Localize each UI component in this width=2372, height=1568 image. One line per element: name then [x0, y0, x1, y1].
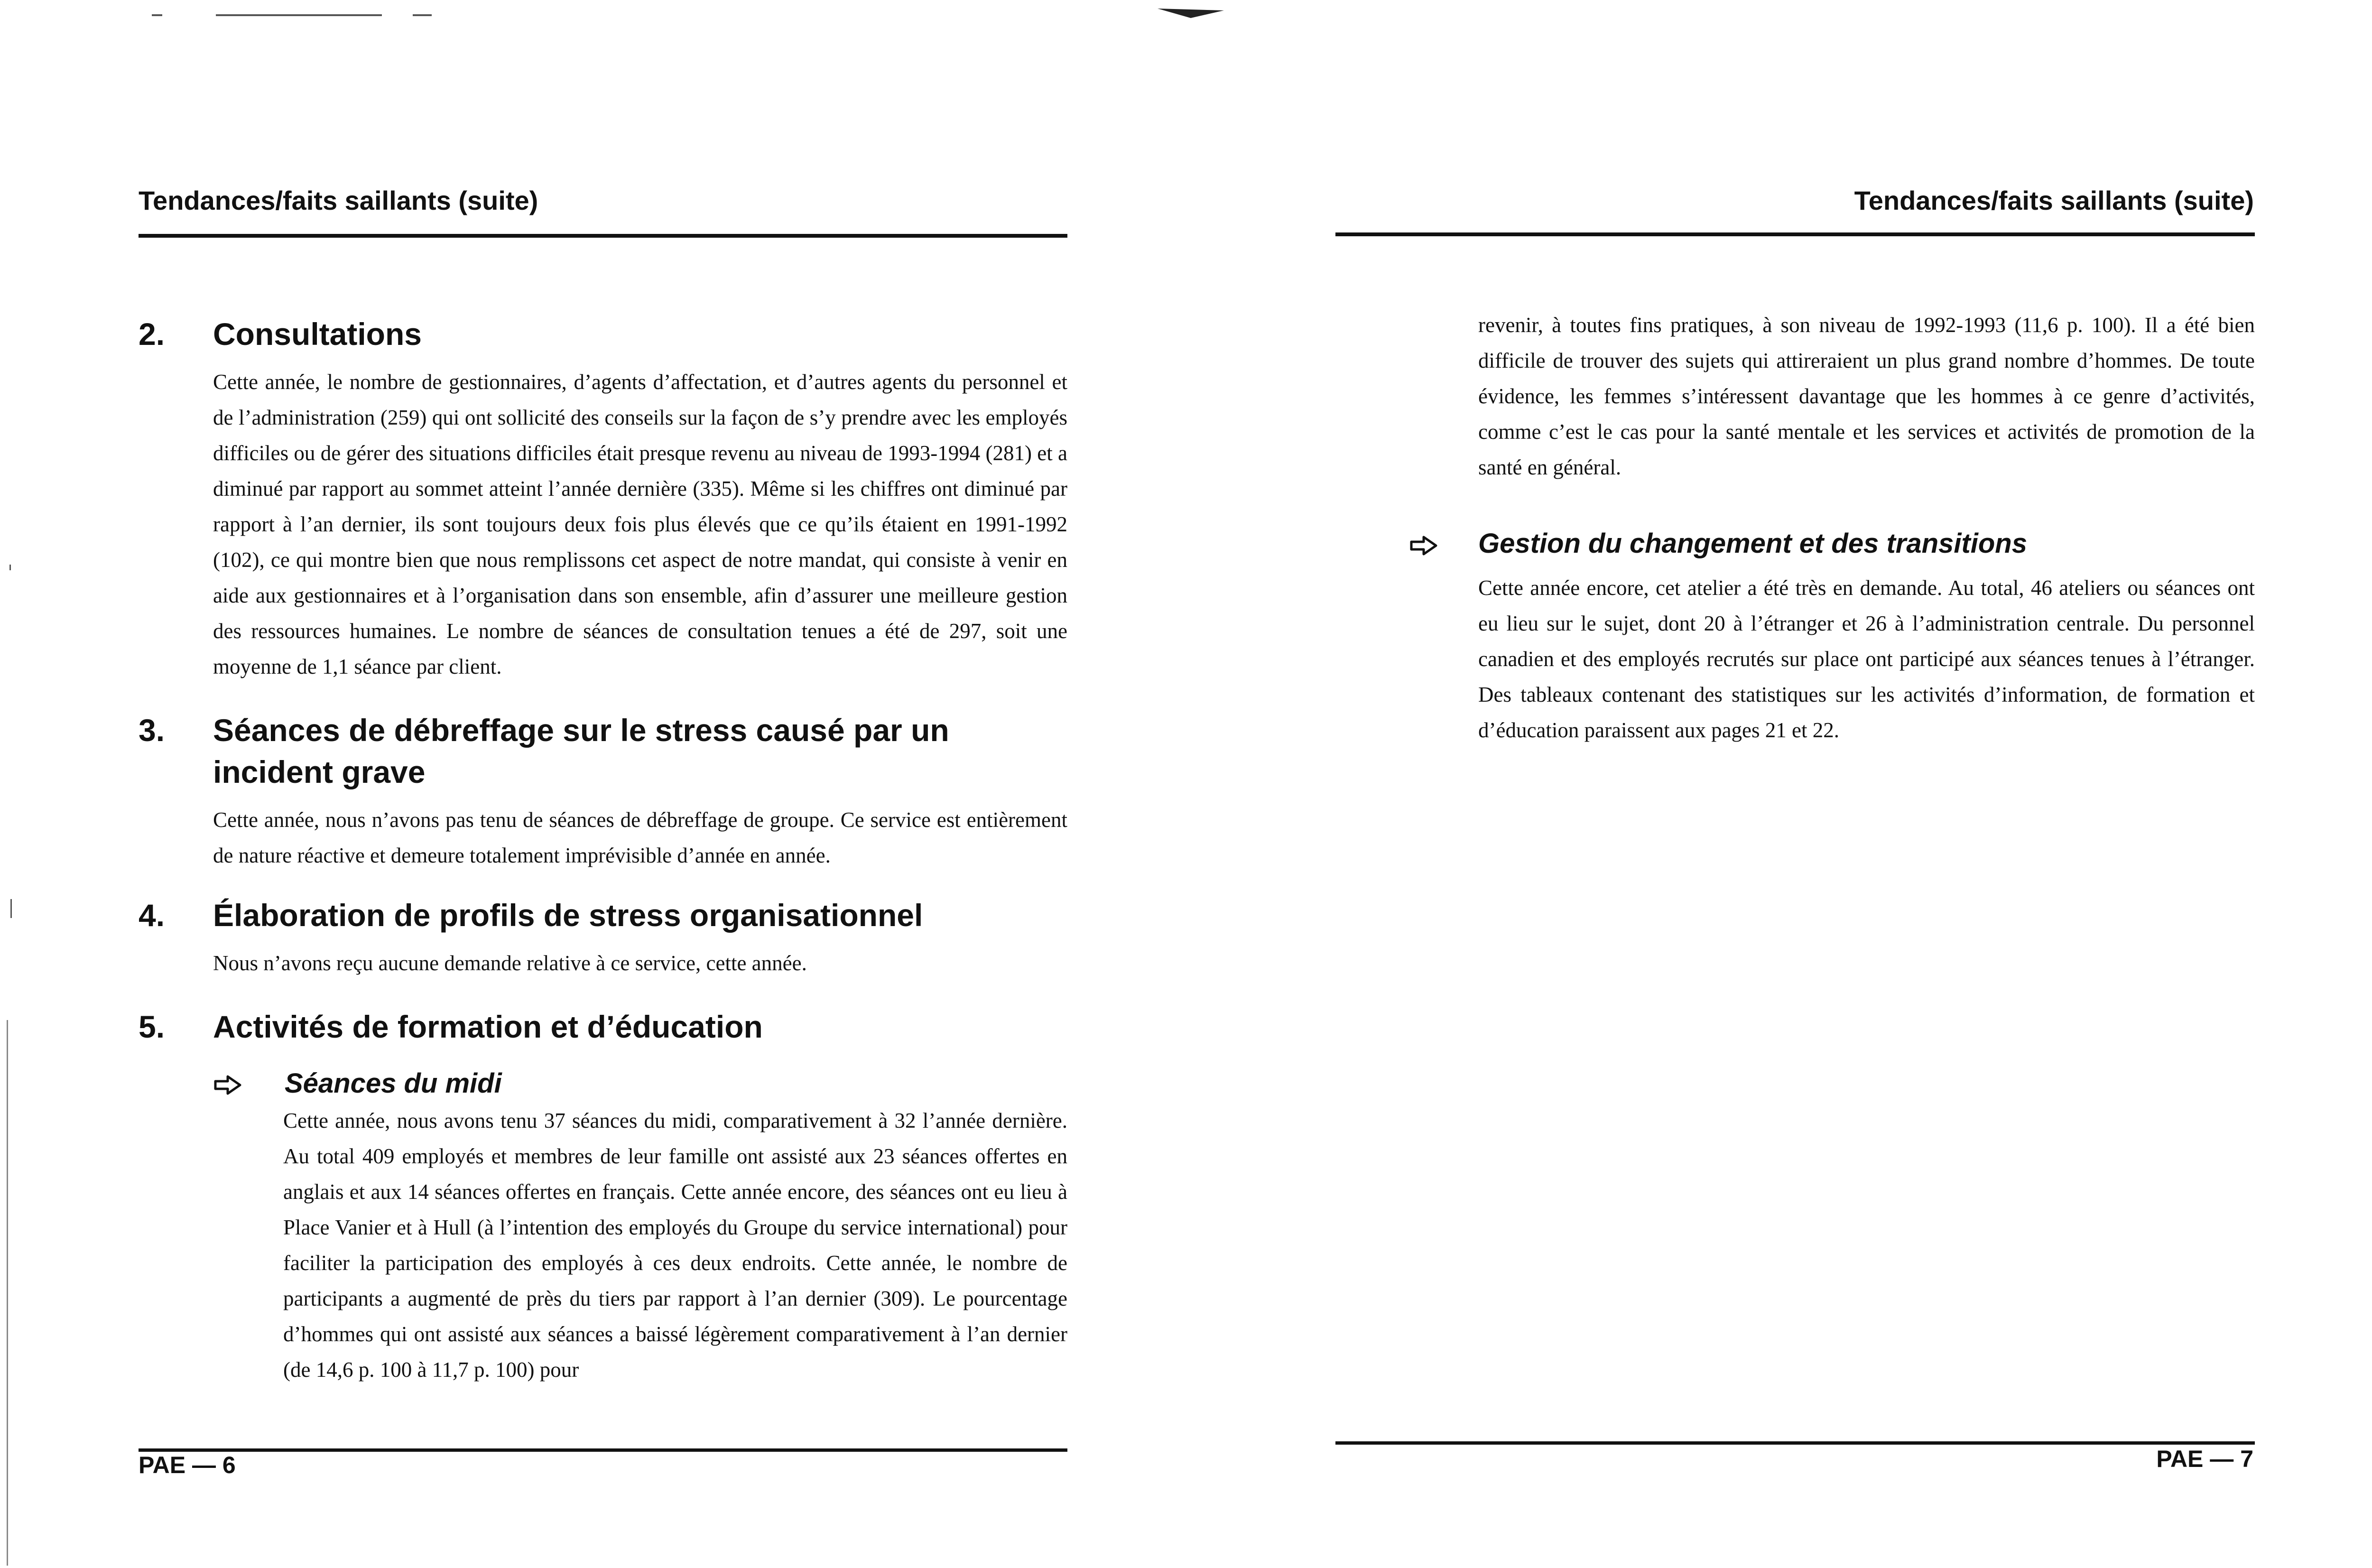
section-title: Consultations	[213, 316, 422, 352]
subsection-body: Cette année encore, cet atelier a été très en demande. Au total, 46 ateliers ou séances ont eu lieu sur le sujet, dont 20 à l’étranger et 26 à l’administration centrale. Du personnel canadien et des employés recrutés sur place ont participé aux séances tenues à l’étranger. Des tableaux contenant des statistiques sur les activités d’information, de formation et d’éducation paraissent aux pages 21 et 22.	[1478, 576, 2255, 742]
pointing-arrow-icon	[1409, 535, 1438, 556]
subsection-title: Séances du midi	[285, 1068, 502, 1099]
header-rule	[139, 234, 1067, 238]
footer-rule	[1335, 1441, 2255, 1445]
section-number: 4.	[139, 898, 165, 933]
running-head: Tendances/faits saillants (suite)	[139, 186, 538, 215]
continuation-paragraph: revenir, à toutes fins pratiques, à son niveau de 1992-1993 (11,6 p. 100). Il a été bien difficile de trouver des sujets qui attireraient un plus grand nombre d’hommes. De toute évidence, les femmes s’intéressent davantage que les hommes à ce genre d’activités, comme c’est le cas pour la santé mentale et les services et activités de promotion de la santé en général.	[1478, 313, 2255, 479]
page-number: PAE — 6	[139, 1452, 236, 1478]
section-consultations	[139, 313, 1067, 685]
subsection-body: Cette année, nous avons tenu 37 séances du midi, comparativement à 32 l’année dernière. Au total 409 employés et membres de leur famille ont assisté aux 23 séances offertes en anglais et aux 14 séances offertes en français. Cette année encore, des séances ont eu lieu à Place Vanier et à Hull (à l’intention des employés du Groupe du service international) pour faciliter la participation des employés à ces deux endroits. Cette année, le nombre de participants a augmenté de près du tiers par rapport à l’an dernier (309). Le pourcentage d’hommes qui ont assisté aux séances a baissé légèrement comparativement à l’an dernier (de 14,6 p. 100 à 11,7 p. 100) pour	[283, 1109, 1067, 1382]
page-number: PAE — 7	[2156, 1446, 2253, 1472]
section-title: Activités de formation et d’éducation	[213, 1009, 763, 1044]
section-number: 2.	[139, 316, 165, 352]
section-title: Séances de débreffage sur le stress causé par un incident grave	[213, 713, 949, 789]
section-profils-stress	[139, 894, 1067, 981]
subsection-title: Gestion du changement et des transitions	[1478, 528, 2027, 559]
right-page	[1201, 0, 2372, 1568]
pointing-arrow-icon	[213, 1075, 242, 1095]
section-debreffage	[139, 709, 1067, 873]
footer-rule	[139, 1448, 1067, 1452]
section-body: Cette année, nous n’avons pas tenu de séances de débreffage de groupe. Ce service est entièrement de nature réactive et demeure totalement imprévisible d’année en année.	[213, 808, 1067, 867]
section-title: Élaboration de profils de stress organisationnel	[213, 898, 923, 933]
section-formation	[139, 1006, 1067, 1048]
header-rule	[1335, 232, 2255, 236]
section-body: Cette année, le nombre de gestionnaires, d’agents d’affectation, et d’autres agents du personnel et de l’administration (259) qui ont sollicité des conseils sur la façon de s’y prendre avec les employés difficiles ou de gérer des situations difficiles était presque revenu au niveau de 1993-1994 (281) et a diminué par rapport au sommet atteint l’année dernière (335). Même si les chiffres ont diminué par rapport à l’an dernier, ils sont toujours deux fois plus élevés que ce qu’ils étaient en 1991-1992 (102), ce qui montre bien que nous remplissons cet aspect de notre mandat, qui consiste à venir en aide aux gestionnaires et à l’organisation dans son ensemble, afin d’assurer une meilleure gestion des ressources humaines. Le nombre de séances de consultation tenues a été de 297, soit une moyenne de 1,1 séance par client.	[213, 370, 1067, 678]
section-body: Nous n’avons reçu aucune demande relative à ce service, cette année.	[213, 951, 807, 975]
section-number: 5.	[139, 1009, 165, 1044]
section-number: 3.	[139, 713, 165, 748]
running-head: Tendances/faits saillants (suite)	[1854, 186, 2254, 215]
